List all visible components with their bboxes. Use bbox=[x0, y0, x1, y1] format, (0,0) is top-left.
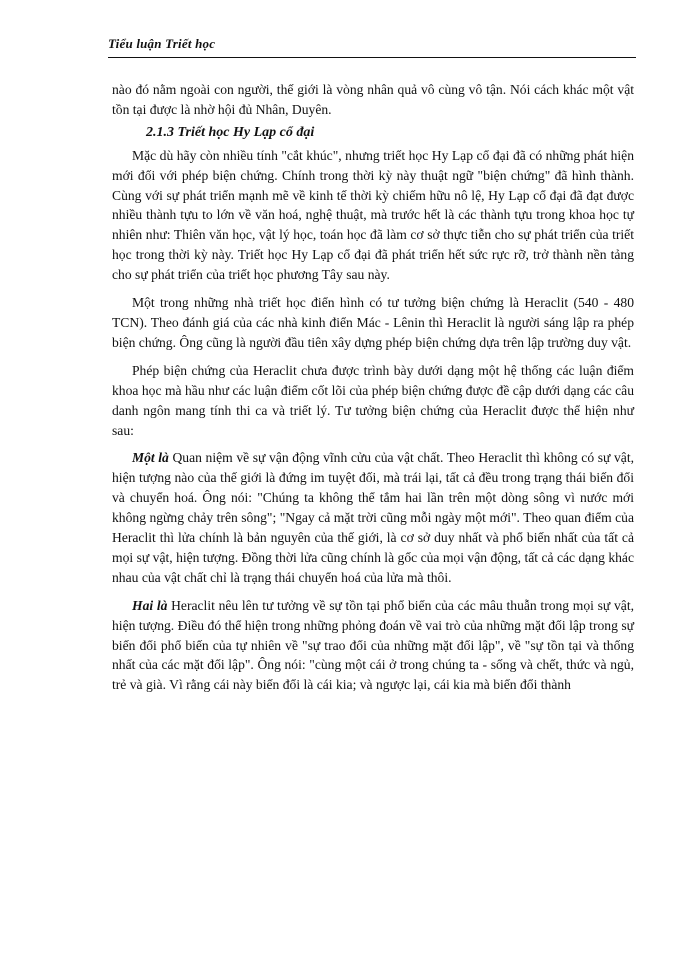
page-header-title: Tiểu luận Triết học bbox=[108, 36, 216, 51]
point-one-lead: Một là bbox=[132, 450, 169, 466]
paragraph-continuation: nào đó nằm ngoài con người, thế giới là vòng nhân quả vô cùng vô tận. Nói cách khác một vật tồn tại được là nhờ hội đủ Nhân, Duyên. bbox=[112, 82, 634, 117]
section-heading: 2.1.3 Triết học Hy Lạp cổ đại bbox=[146, 124, 315, 140]
document-body bbox=[112, 80, 634, 695]
paragraph-point-two bbox=[112, 596, 634, 696]
paragraph-heraclit: Một trong những nhà triết học điển hình có tư tưởng biện chứng là Heraclit (540 - 480 TCN). Theo đánh giá của các nhà kinh điển Mác - Lênin thì Heraclit là người sáng lập ra phép biện chứng. Ông cũng là người đầu tiên xây dựng phép biện chứng dựa trên lập trường duy vật. bbox=[112, 295, 634, 350]
header-divider bbox=[108, 57, 636, 58]
point-two-text: Heraclit nêu lên tư tưởng về sự tồn tại phổ biến của các mâu thuẫn trong mọi sự vật, hiện tượng. Điều đó thể hiện trong những phỏng đoán về vai trò của những mặt đối lập trong sự biến đổi phổ biến của tự nhiên về "sự trao đổi của những mặt đối lập", về "sự tồn tại và thống nhất của các mặt đối lập". Ông nói: "cùng một cái ở trong chúng ta - sống và chết, thức và ngủ, trẻ và già. Vì rằng cái này biến đổi là cái kia; và ngược lại, cái kia mà biến đổi thành bbox=[112, 597, 634, 693]
point-two-lead: Hai là bbox=[132, 597, 168, 613]
paragraph-intro: Mặc dù hãy còn nhiều tính "cắt khúc", nhưng triết học Hy Lạp cổ đại đã có những phát hiện mới đối với phép biện chứng. Chính trong thời kỳ này thuật ngữ "biện chứng" đã hình thành. Cùng với sự phát triển mạnh mẽ về kinh tế thời kỳ chiếm hữu nô lệ, Hy Lạp cổ đại đã đạt được nhiều thành tựu to lớn về văn hoá, nghệ thuật, mà trước hết là các thành tựu trong khoa học tự nhiên như: Thiên văn học, vật lý học, toán học đã làm cơ sở thực tiễn cho sự phát triển của triết học trong thời kỳ này. Triết học Hy Lạp cổ đại đã phát triển hết sức rực rỡ, trở thành nền tảng cho sự phát triển của triết học phương Tây sau này. bbox=[112, 147, 634, 283]
point-one-text: Quan niệm về sự vận động vĩnh cửu của vật chất. Theo Heraclit thì không có sự vật, hiện tượng nào của thế giới là đứng im tuyệt đối, mà trái lại, tất cả đều trong trạng thái biến đổi và chuyển hoá. Ông nói: "Chúng ta không thể tắm hai lần trên một dòng sông vì nước mới không ngừng chảy trên sông"; "Ngay cả mặt trời cũng mỗi ngày một mới". Theo quan điểm của Heraclit thì lửa chính là bản nguyên của thế giới, là cơ sở duy nhất và phổ biến nhất của tất cả mọi sự vật, hiện tượng. Đồng thời lửa cũng chính là gốc của mọi vận động, tất cả các dạng khác nhau của vật chất chỉ là trạng thái chuyển hoá của lửa mà thôi. bbox=[112, 450, 635, 585]
paragraph-point-one bbox=[112, 448, 634, 587]
paragraph-dialectics: Phép biện chứng của Heraclit chưa được trình bày dưới dạng một hệ thống các luận điểm khoa học mà hầu như các luận điểm cốt lõi của phép biện chứng được đề cập dưới dạng các câu danh ngôn mang tính thi ca và triết lý. Tư tưởng biện chứng của Heraclit được thể hiện như sau: bbox=[112, 362, 634, 438]
